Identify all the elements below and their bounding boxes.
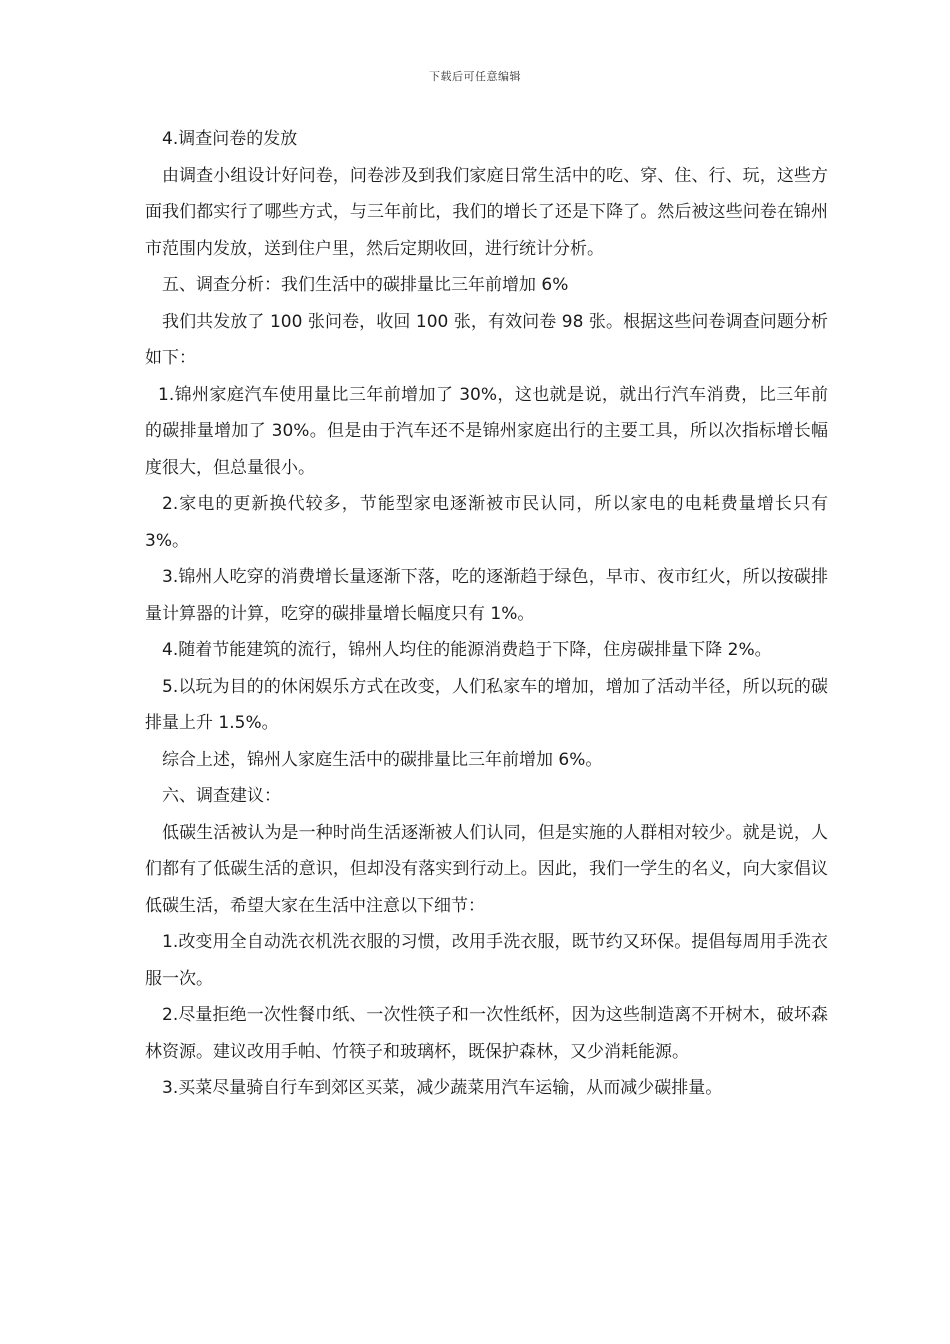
paragraph-questionnaire-design: 由调查小组设计好问卷，问卷涉及到我们家庭日常生活中的吃、穿、住、行、玩，这些方面我们都实行了哪些方式，与三年前比，我们的增长了还是下降了。然后被这些问卷在锦州市范围内发放，送到住户里，然后定期收回，进行统计分析。 bbox=[145, 165, 828, 259]
analysis-item-5: 5.以玩为目的的休闲娱乐方式在改变，人们私家车的增加，增加了活动半径，所以玩的碳排量上升 1.5%。 bbox=[145, 676, 828, 733]
analysis-item-1: 1.锦州家庭汽车使用量比三年前增加了 30%，这也就是说，就出行汽车消费，比三年前的碳排量增加了 30%。但是由于汽车还不是锦州家庭出行的主要工具，所以次指标增长幅度很大，但总量很小。 bbox=[145, 384, 828, 478]
analysis-item-4: 4.随着节能建筑的流行，锦州人均住的能源消费趋于下降，住房碳排量下降 2%。 bbox=[162, 640, 772, 660]
document-body bbox=[145, 121, 828, 1107]
section-heading-suggestions: 六、调查建议： bbox=[162, 786, 281, 806]
analysis-summary: 综合上述，锦州人家庭生活中的碳排量比三年前增加 6%。 bbox=[162, 749, 603, 770]
analysis-item-3: 3.锦州人吃穿的消费增长量逐渐下落，吃的逐渐趋于绿色，早市、夜市红火，所以按碳排量计算器的计算，吃穿的碳排量增长幅度只有 1%。 bbox=[145, 567, 828, 624]
header-note: 下载后可任意编辑 bbox=[429, 70, 521, 83]
section-heading-analysis: 五、调查分析：我们生活中的碳排量比三年前增加 6% bbox=[162, 275, 569, 295]
suggestion-item-1: 1.改变用全自动洗衣机洗衣服的习惯，改用手洗衣服，既节约又环保。提倡每周用手洗衣服一次。 bbox=[145, 932, 828, 989]
suggestion-item-2: 2.尽量拒绝一次性餐巾纸、一次性筷子和一次性纸杯，因为这些制造离不开树木，破坏森林资源。建议改用手帕、竹筷子和玻璃杯，既保护森林，又少消耗能源。 bbox=[145, 1005, 828, 1062]
paragraph-suggestions-intro: 低碳生活被认为是一种时尚生活逐渐被人们认同，但是实施的人群相对较少。就是说，人们都有了低碳生活的意识，但却没有落实到行动上。因此，我们一学生的名义，向大家倡议低碳生活，希望大家在生活中注意以下细节： bbox=[145, 822, 828, 916]
analysis-item-2: 2.家电的更新换代较多，节能型家电逐渐被市民认同，所以家电的电耗费量增长只有 3%。 bbox=[145, 494, 828, 551]
suggestion-item-3: 3.买菜尽量骑自行车到郊区买菜，减少蔬菜用汽车运输，从而减少碳排量。 bbox=[162, 1078, 723, 1098]
paragraph-survey-count: 我们共发放了 100 张问卷，收回 100 张，有效问卷 98 张。根据这些问卷调查问题分析如下： bbox=[145, 311, 828, 368]
subsection-heading-questionnaire-distribution: 4.调查问卷的发放 bbox=[162, 129, 298, 149]
